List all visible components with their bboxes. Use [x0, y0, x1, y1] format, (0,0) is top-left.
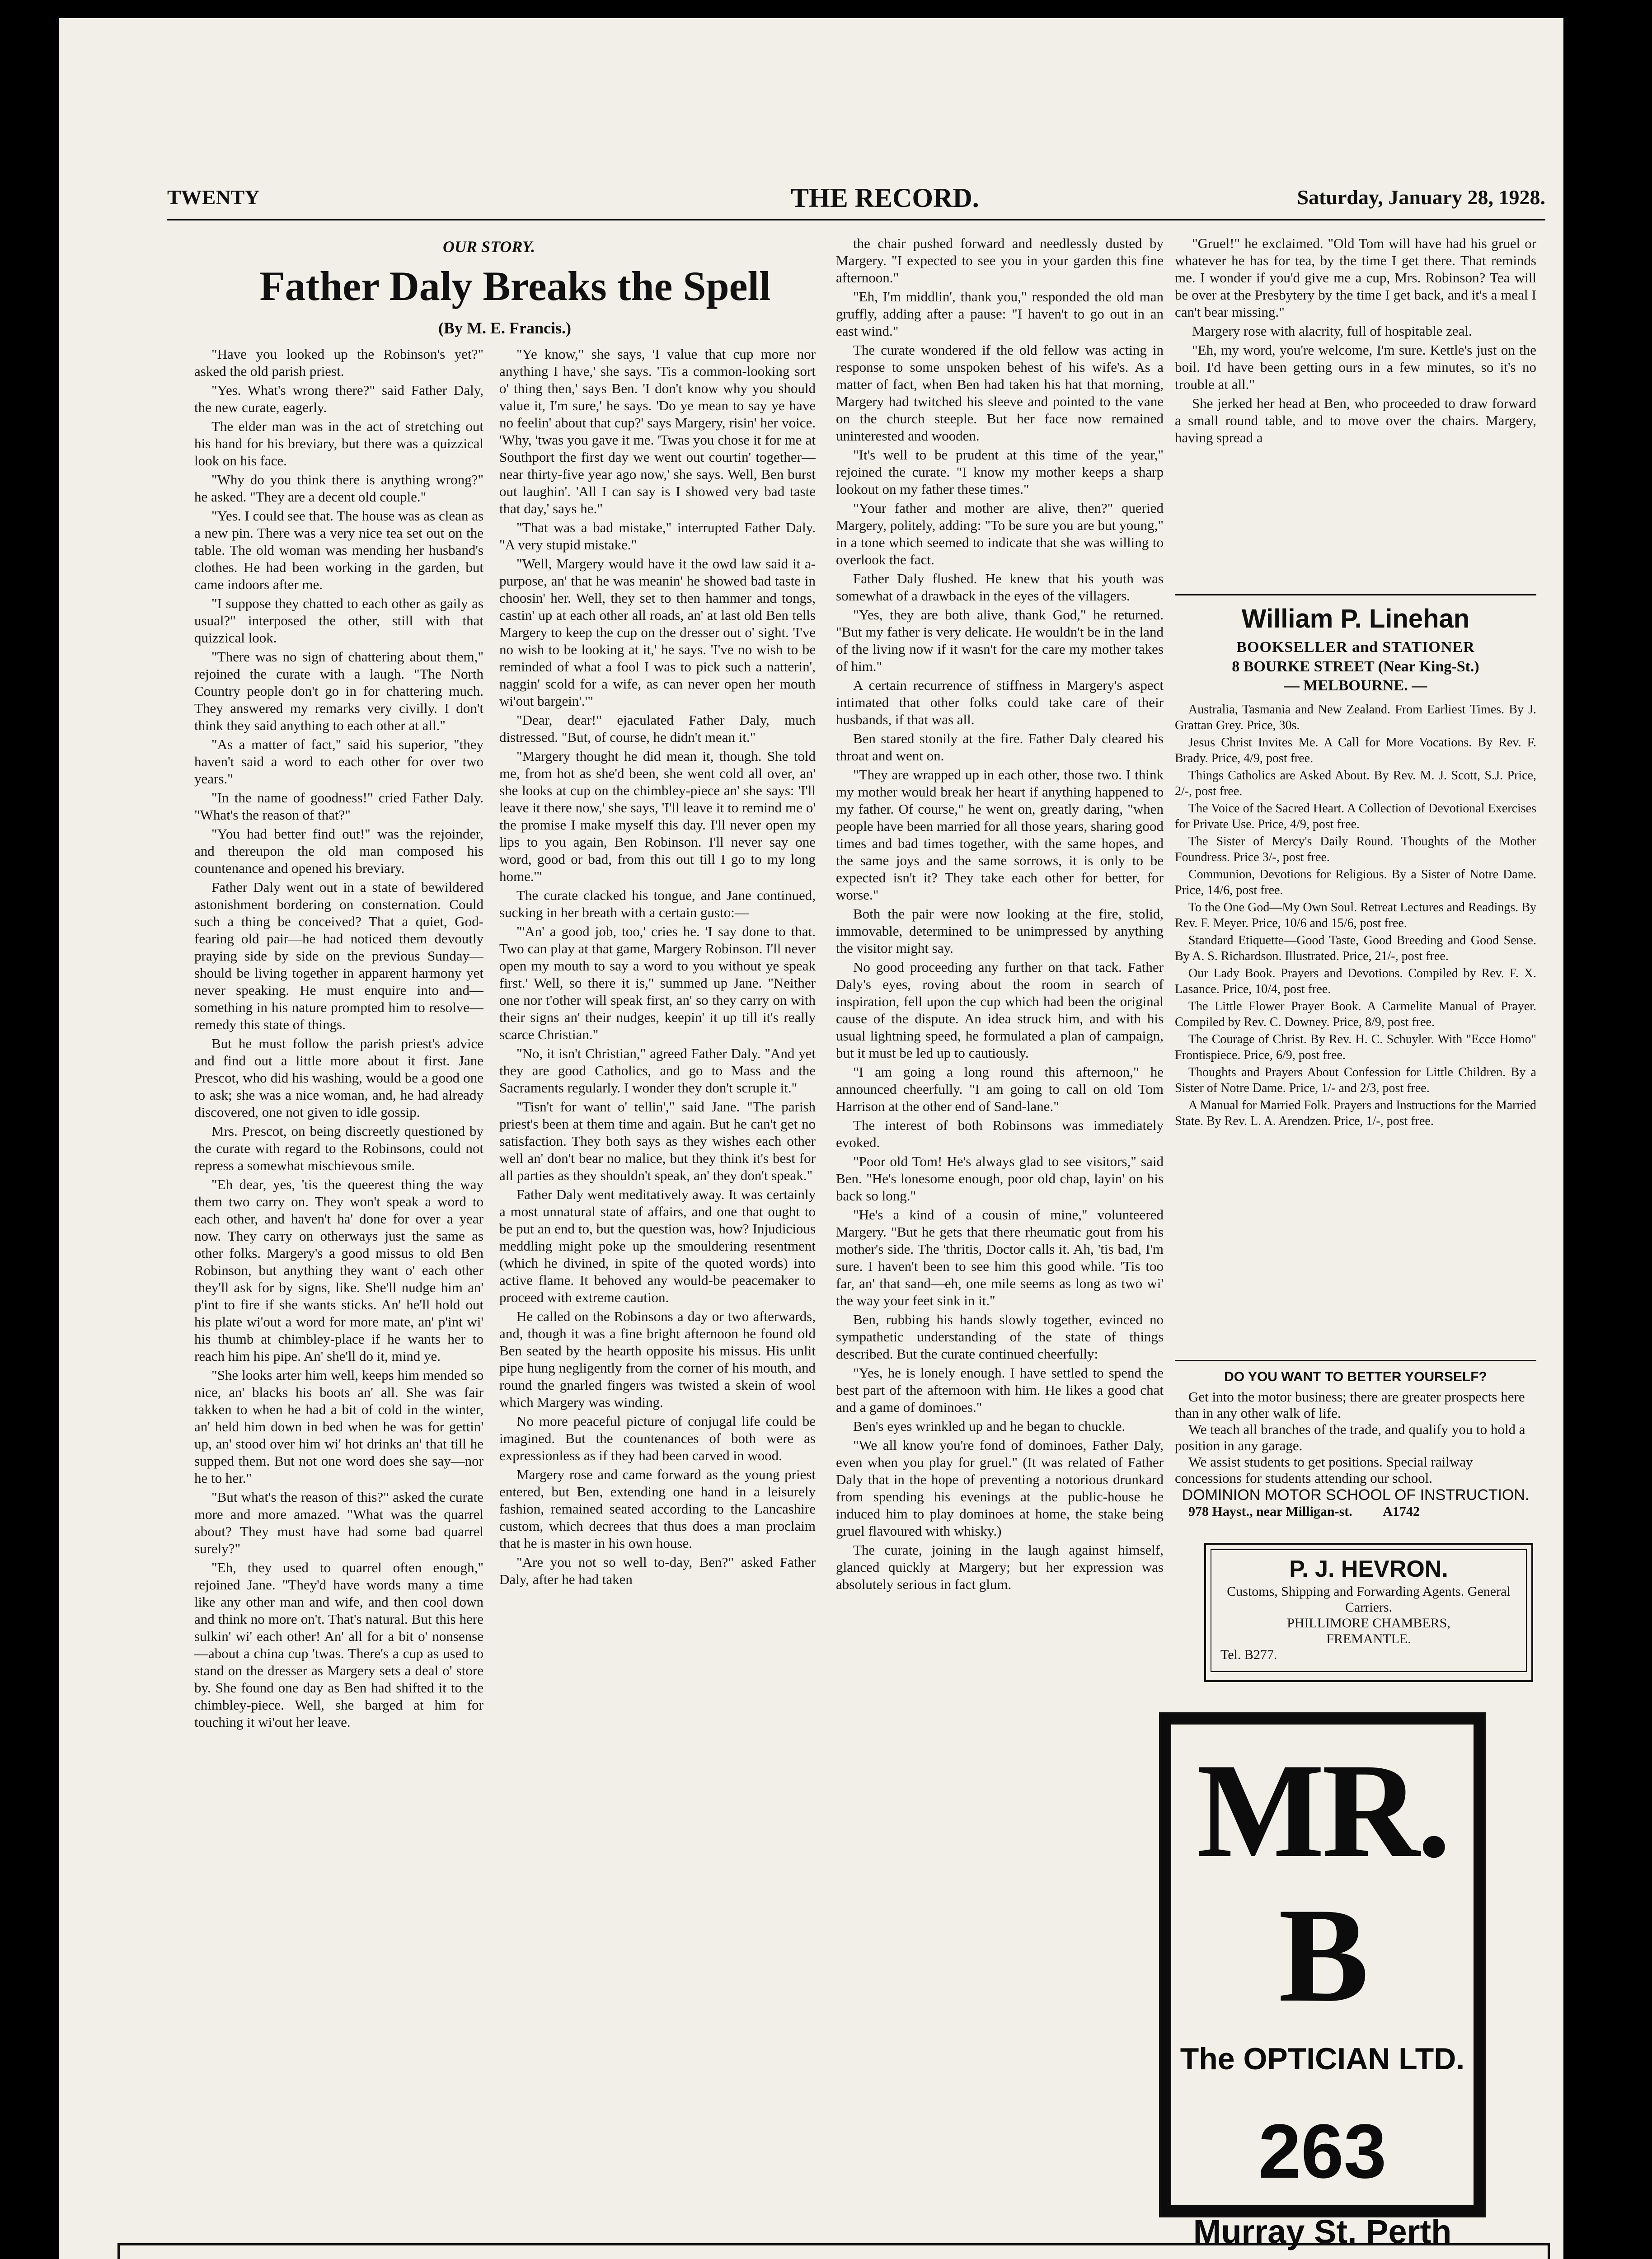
hevron-tel: Tel. B277.: [1220, 1647, 1277, 1662]
hibernian-ad: [117, 2243, 1550, 2259]
optician-street: Murray St. Perth: [1193, 2213, 1452, 2250]
paragraph: "He's a kind of a cousin of mine," volunteered Margery. "But he gets that there rheumatic gout from his mother's side. The 'thritis, Doctor calls it. Ah, 'tis bad, I'm sure. I haven't been to see him this good while. 'Tis too far, an' that sand—eh, one mile seems as long as two wi' the way your feet sink in it.": [836, 1207, 1164, 1308]
paragraph: She jerked her head at Ben, who proceeded to draw forward a small round table, and to move over the chairs. Margery, having spread a: [1175, 395, 1536, 445]
story-byline: (By M. E. Francis.): [438, 319, 571, 337]
book-item: The Sister of Mercy's Daily Round. Thoughts of the Mother Foundress. Price 3/-, post free.: [1175, 834, 1536, 864]
story-kicker: OUR STORY.: [443, 238, 535, 256]
header-rule: [167, 219, 1545, 220]
paragraph: "You had better find out!" was the rejoinder, and thereupon the old man composed his countenance and opened his breviary.: [194, 826, 483, 876]
paragraph: "She looks arter him well, keeps him mended so nice, an' blacks his boots an' all. She was fair takken to when he had a bit of cold in the winter, an' held him down in bed when he was for gettin' up, an' stood over him wi' hot drinks an' that till he supped them. But not one word does she say—nor he to her.": [194, 1367, 483, 1486]
book-item: Communion, Devotions for Religious. By a Sister of Notre Dame. Price, 14/6, post free.: [1175, 867, 1536, 897]
paragraph: Ben stared stonily at the fire. Father Daly cleared his throat and went on.: [836, 731, 1164, 764]
paragraph: "Gruel!" he exclaimed. "Old Tom will have had his gruel or whatever he has for tea, by the time I get there. That reminds me. I wonder if you'd give me a cup, Mrs. Robinson? Tea will be over at the Presbytery by the time I get back, and it's a meal I can't bear missing.": [1175, 235, 1536, 320]
paragraph: "Eh, my word, you're welcome, I'm sure. Kettle's just on the boil. I'd have been getting ours in a few minutes, so it's no trouble at all.": [1175, 342, 1536, 392]
hevron-name: P. J. HEVRON.: [1289, 1556, 1448, 1582]
hevron-city: FREMANTLE.: [1326, 1631, 1411, 1646]
book-item: The Little Flower Prayer Book. A Carmelite Manual of Prayer. Compiled by Rev. C. Downey. Price, 8/9, post free.: [1175, 999, 1536, 1029]
paragraph: The curate, joining in the laugh against himself, glanced quickly at Margery; but her expression was absolutely serious in fact glum.: [836, 1542, 1164, 1592]
paragraph: "Margery thought he did mean it, though. She told me, from hot as she'd been, she went cold all over, an' she looks at cup on the chimbley-piece an' she says: 'I'll leave it there now,' she says, 'I'll leave it to remind me o' the promise I make myself this day. I'll never open my lips to you again, Ben Robinson. I'll never say one word, good or bad, from this out till I go to my long home.'": [499, 748, 816, 884]
paragraph: "There was no sign of chattering about them," rejoined the curate with a laugh. "The North Country people don't go in for chattering much. They answered my remarks very civilly. I don't think they said anything to each other at all.": [194, 649, 483, 733]
paragraph: "Yes, he is lonely enough. I have settled to spend the best part of the afternoon with him. He likes a good chat and a game of dominoes.": [836, 1365, 1164, 1415]
paragraph: No more peaceful picture of conjugal life could be imagined. But the countenances of both were as expressionless as if they had been carved in wood.: [499, 1413, 816, 1463]
book-item: Australia, Tasmania and New Zealand. From Earliest Times. By J. Grattan Grey. Price, 30s.: [1175, 703, 1536, 732]
paragraph: "I suppose they chatted to each other as gaily as usual?" interposed the other, still with that quizzical look.: [194, 595, 483, 646]
paragraph: Margery rose and came forward as the young priest entered, but Ben, extending one hand in a leisurely fashion, remained seated according to the Lancashire custom, which decrees that thus does a man proclaim that he is master in his own house.: [499, 1467, 816, 1551]
motor-school-ad: [1175, 1369, 1536, 1532]
linehan-city: — MELBOURNE. —: [1284, 677, 1427, 694]
book-item: A Manual for Married Folk. Prayers and Instructions for the Married State. By Rev. L. A. Arendzen. Price, 1/-, post free.: [1175, 1098, 1536, 1128]
optician-ad: [1159, 1712, 1486, 2250]
paragraph: He called on the Robinsons a day or two afterwards, and, though it was a fine bright afternoon he found old Ben seated by the hearth opposite his missus. His unlit pipe hung negligently from the corner of his mouth, and round the gnarled fingers was twisted a skein of wool which Margery was winding.: [499, 1308, 816, 1410]
story-column-1: [194, 346, 483, 2144]
paragraph: "Have you looked up the Robinson's yet?" asked the old parish priest.: [194, 346, 483, 379]
paragraph: "In the name of goodness!" cried Father Daly. "What's the reason of that?": [194, 790, 483, 823]
paragraph: "As a matter of fact," said his superior, "they haven't said a word to each other for over two years.": [194, 736, 483, 787]
book-item: Things Catholics are Asked About. By Rev. M. J. Scott, S.J. Price, 2/-, post free.: [1175, 769, 1536, 798]
paragraph: "Ye know," she says, 'I value that cup more nor anything I have,' she says. 'Tis a common-looking sort o' thing then,' says Ben. 'I don't know why you should value it, I'm sure,' he says. 'Do ye mean to say ye have no feelin' about that cup?' says Margery, risin' her voice. 'Why, 'twas you gave it me. 'Twas you chose it for me at Southport the first day we went out courtin' together—near thirty-five year ago now,' she says. Well, Ben burst out laughin'. 'All I can say is I showed very bad taste that day,' says he.": [499, 346, 816, 516]
linehan-address: 8 BOURKE STREET (Near King-St.): [1232, 658, 1479, 675]
optician-number: 263: [1258, 2109, 1387, 2194]
paragraph: The curate clacked his tongue, and Jane continued, sucking in her breath with a certain gusto:—: [499, 887, 816, 920]
paragraph: No good proceeding any further on that tack. Father Daly's eyes, roving about the room in search of inspiration, fell upon the cup which had been the original cause of the dispute. An idea struck him, and with his usual lightning speed, he formulated a plan of campaign, but it must be led up to cautiously.: [836, 959, 1164, 1061]
book-item: Jesus Christ Invites Me. A Call for More Vocations. By Rev. F. Brady. Price, 4/9, post free.: [1175, 736, 1536, 765]
paragraph: "Dear, dear!" ejaculated Father Daly, much distressed. "But, of course, he didn't mean it.": [499, 712, 816, 745]
paragraph: "'An' a good job, too,' cries he. 'I say done to that. Two can play at that game, Margery Robinson. I'll never open my mouth to say a word to you without ye speak first.' Well, so there it is," summed up Jane. "Neither one nor t'other will speak first, an' so they carry on with their signs an' their nudges, keepin' it up till it's really scarce Christian.": [499, 923, 816, 1042]
page-header: [167, 185, 1545, 221]
paragraph: The interest of both Robinsons was immediately evoked.: [836, 1117, 1164, 1150]
paragraph: Father Daly went meditatively away. It was certainly a most unnatural state of affairs, and one that ought to be put an end to, but the question was, how? Injudicious meddling might poke up the smouldering resentment (which he divined, in spite of the quoted words) into active flame. It behoved any would-be peacemaker to proceed with extreme caution.: [499, 1186, 816, 1305]
linehan-trade: BOOKSELLER and STATIONER: [1236, 639, 1475, 656]
hevron-chambers: PHILLIMORE CHAMBERS,: [1287, 1616, 1450, 1631]
paragraph: Margery rose with alacrity, full of hospitable zeal.: [1192, 323, 1472, 339]
paragraph: "Your father and mother are alive, then?" queried Margery, politely, adding: "To be sure you are but young," in a tone which seemed to indicate that she was willing to overlook the fact.: [836, 500, 1164, 567]
motor-ref: A1742: [1383, 1504, 1420, 1519]
optician-ad-inner: [1170, 1723, 1475, 2250]
optician-logo: MR. B: [1197, 1735, 1448, 2030]
book-item: The Courage of Christ. By Rev. H. C. Schuyler. With "Ecce Homo" Frontispiece. Price, 6/9, post free.: [1175, 1032, 1536, 1062]
story-column-3: [836, 235, 1164, 2146]
masthead: THE RECORD.: [791, 183, 979, 213]
motor-address: 978 Hayst., near Milligan-st.: [1188, 1504, 1352, 1519]
paragraph: A certain recurrence of stiffness in Margery's aspect intimated that other folks could take care of their husbands, if that was all.: [836, 677, 1164, 727]
paragraph: But he must follow the parish priest's advice and find out a little more about it first. Jane Prescot, who did his washing, would be a good one to ask; she was a nice woman, and, he had already discovered, one not given to idle gossip.: [194, 1036, 483, 1120]
paragraph: the chair pushed forward and needlessly dusted by Margery. "I expected to see you in your garden this fine afternoon.": [836, 235, 1164, 286]
newspaper-page: [59, 18, 1563, 2259]
paragraph: Father Daly went out in a state of bewildered astonishment bordering on consternation. Could such a thing be conceived? That a quiet, God-fearing old pair—he had noticed them devoutly praying side by side on the previous Sunday—should be living together in apparent harmony yet never speaking. He must enquire into and—something in his nature prompted him to resolve—remedy this state of things.: [194, 879, 483, 1032]
paragraph: "Tisn't for want o' tellin'," said Jane. "The parish priest's been at them time and again. But he can't get no satisfaction. They both says as they wishes each other well an' don't bear no malice, but they think it's best for all parties as they shouldn't speak, an' they don't speak.": [499, 1099, 816, 1183]
paragraph: "Eh dear, yes, 'tis the queerest thing the way them two carry on. They won't speak a word to each other, and haven't ha' done for over a year now. They carry on otherways just the same as other folks. Margery's a good missus to old Ben Robinson, but anything they want o' each other they'll ask for by signs, like. She'll nudge him an' p'int to fire if she wants sticks. An' he'll hold out his plate wi'out a word for more mate, an' p'int wi' his thumb at chimbley-place if he wants her to reach him his pipe. An' she'll do it, mind ye.: [194, 1176, 483, 1364]
paragraph: "Eh, they used to quarrel often enough," rejoined Jane. "They'd have words many a time like any other man and wife, and then cool down and think no more on't. That's natural. But this here sulkin' wi' each other! An' all for a bit o' nonsense—about a china cup 'twas. There's a cup as used to stand on the dresser as Margery sets a deal o' store by. She found one day as Ben had shifted it to the chimbley-piece. Well, she barged at him for touching it wi'out her leave.: [194, 1560, 483, 1730]
motor-line: We teach all branches of the trade, and qualify you to hold a position in any garage.: [1175, 1421, 1525, 1453]
paragraph: "But what's the reason of this?" asked the curate more and more amazed. "What was the quarrel about? They must have had some bad quarrel surely?": [194, 1489, 483, 1556]
paragraph: Mrs. Prescot, on being discreetly questioned by the curate with regard to the Robinsons, could not repress a somewhat mischievous smile.: [194, 1123, 483, 1173]
motor-line: Get into the motor business; there are greater prospects here than in any other walk of life.: [1175, 1389, 1525, 1421]
hevron-inner: [1211, 1549, 1527, 1672]
book-item: The Voice of the Sacred Heart. A Collection of Devotional Exercises for Private Use. Price, 4/9, post free.: [1175, 801, 1536, 831]
paragraph: The elder man was in the act of stretching out his hand for his breviary, but there was a quizzical look on his face.: [194, 418, 483, 469]
motor-title: DO YOU WANT TO BETTER YOURSELF?: [1224, 1369, 1487, 1384]
issue-date: Saturday, January 28, 1928.: [1297, 186, 1545, 209]
paragraph: Ben, rubbing his hands slowly together, evinced no sympathetic understanding of the state of things described. But the curate continued cheerfully:: [836, 1312, 1164, 1362]
motor-body: [1175, 1389, 1536, 1486]
paragraph: "Poor old Tom! He's always glad to see visitors," said Ben. "He's lonesome enough, poor old chap, layin' on his back so long.": [836, 1153, 1164, 1204]
linehan-name: William P. Linehan: [1241, 604, 1470, 633]
paragraph: "Why do you think there is anything wrong?" he asked. "They are a decent old couple.": [194, 472, 483, 505]
paragraph: "Well, Margery would have it the owd law said it a-purpose, an' that he was meanin' he showed bad taste in choosin' her. Well, they set to then hammer and tongs, castin' up at each other all roads, an' at last old Ben tells Margery to keep the cup on the dresser out o' sight. 'I've no wish to be looking at it,' he says. 'I've no wish to be reminded of what a fool I was to pick such a natterin', naggin' scold for a wife, as can never open her mouth wi'out bargein'.'": [499, 556, 816, 709]
paragraph: "I am going a long round this afternoon," he announced cheerfully. "I am going to call on old Tom Harrison at the other end of Sand-lane.": [836, 1064, 1164, 1114]
paragraph: "We all know you're fond of dominoes, Father Daly, even when you play for gruel." (It was related of Father Daly that in the hope of preventing a notorious drunkard from spending his evenings at the public-house he induced him to play dominoes at home, the stake being gruel flavoured with whisky.): [836, 1437, 1164, 1539]
paragraph: Both the pair were now looking at the fire, stolid, immovable, determined to be unimpressed by anything the visitor might say.: [836, 906, 1164, 956]
motor-line: We assist students to get positions. Special railway concessions for students attending our school.: [1175, 1454, 1473, 1486]
optician-name: The OPTICIAN LTD.: [1180, 2042, 1465, 2076]
paragraph: "They are wrapped up in each other, those two. I think my mother would break her heart if anything happened to my father. Of course," he went on, greatly daring, "when people have been married for all those years, sharing good times and bad times together, with the same hopes, and the same joys and the same sorrows, it is only to be expected isn't it? They take each other for better, for worse.": [836, 767, 1164, 903]
paragraph: "No, it isn't Christian," agreed Father Daly. "And yet they are good Catholics, and go to Mass and the Sacraments regularly. I wonder they don't scruple it.": [499, 1045, 816, 1096]
story-column-4: [1175, 235, 1536, 596]
story-column-2: [499, 346, 816, 2144]
column-rule: [1175, 1360, 1536, 1361]
book-list: [1175, 702, 1536, 1129]
motor-school: DOMINION MOTOR SCHOOL OF INSTRUCTION.: [1182, 1486, 1530, 1504]
book-item: Standard Etiquette—Good Taste, Good Breeding and Good Sense. By A. S. Richardson. Illustrated. Price, 21/-, post free.: [1175, 933, 1536, 963]
paragraph: "Yes. I could see that. The house was as clean as a new pin. There was a very nice tea set out on the table. The old woman was mending her husband's clothes. He had been working in the garden, but came indoors after me.: [194, 508, 483, 592]
page-number: TWENTY: [167, 186, 260, 209]
motor-address-line: [1188, 1504, 1536, 1520]
paragraph: "Yes, they are both alive, thank God," he returned. "But my father is very delicate. He wouldn't be in the land of the living now if it wasn't for the care my mother takes of him.": [836, 607, 1164, 674]
paragraph: The curate wondered if the old fellow was acting in response to some unspoken behest of his wife's. As a matter of fact, when Ben had taken his hat that morning, Margery had twitched his sleeve and pointed to the vane on the church steeple. But her face now remained uninterested and wooden.: [836, 342, 1164, 444]
column-rule: [1175, 594, 1536, 595]
paragraph: "It's well to be prudent at this time of the year," rejoined the curate. "I know my mother keeps a sharp lookout on my father these times.": [836, 447, 1164, 497]
paragraph: Father Daly flushed. He knew that his youth was somewhat of a drawback in the eyes of the villagers.: [836, 571, 1164, 604]
paragraph: "Are you not so well to-day, Ben?" asked Father Daly, after he had taken: [499, 1554, 816, 1587]
paragraph: "Eh, I'm middlin', thank you," responded the old man gruffly, adding after a pause: "I haven't to go out in an east wind.": [836, 289, 1164, 339]
book-item: Thoughts and Prayers About Confession for Little Children. By a Sister of Notre Dame. Price, 1/- and 2/3, post free.: [1175, 1065, 1536, 1095]
paragraph: "That was a bad mistake," interrupted Father Daly. "A very stupid mistake.": [499, 520, 816, 553]
hevron-ad: [1204, 1543, 1533, 1682]
linehan-bookseller-ad: [1175, 603, 1536, 1353]
paragraph: "Yes. What's wrong there?" said Father Daly, the new curate, eagerly.: [194, 382, 483, 415]
story-title: Father Daly Breaks the Spell: [259, 263, 771, 309]
book-item: To the One God—My Own Soul. Retreat Lectures and Readings. By Rev. F. Meyer. Price, 10/6 and 15/6, post free.: [1175, 900, 1536, 930]
book-item: Our Lady Book. Prayers and Devotions. Compiled by Rev. F. X. Lasance. Price, 10/4, post free.: [1175, 966, 1536, 996]
paragraph: Ben's eyes wrinkled up and he began to chuckle.: [853, 1418, 1126, 1434]
hevron-services: Customs, Shipping and Forwarding Agents. General Carriers.: [1227, 1584, 1511, 1615]
